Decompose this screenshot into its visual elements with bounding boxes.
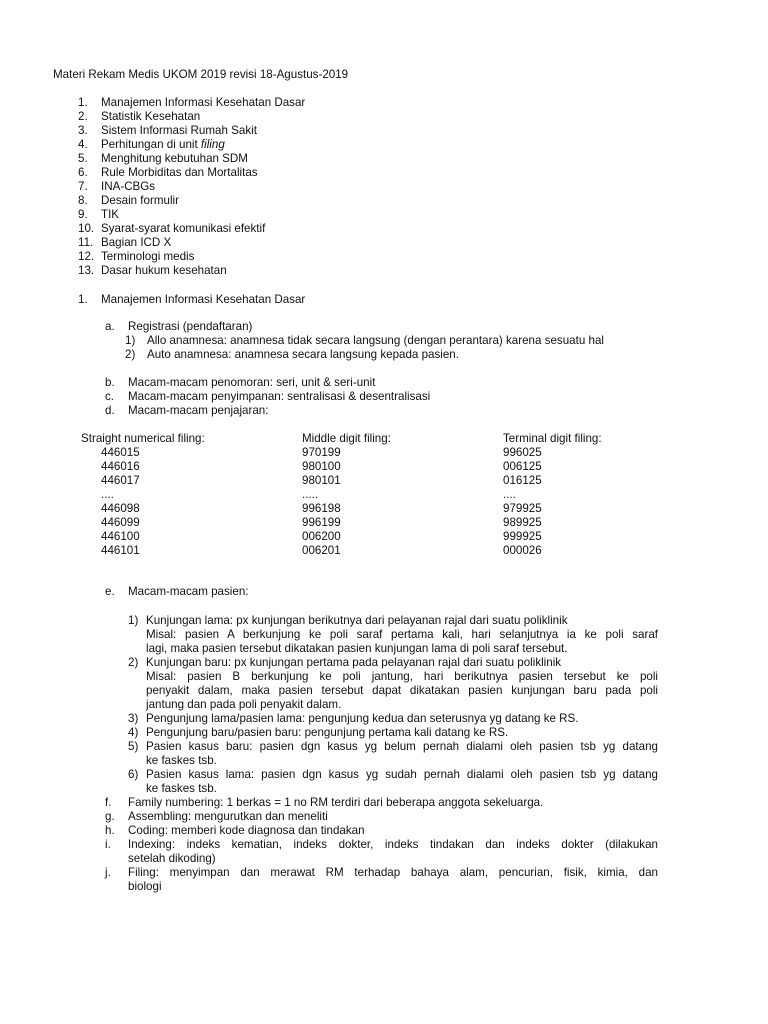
item-e-text: Macam-macam pasien: bbox=[128, 585, 249, 598]
toc-item: Sistem Informasi Rumah Sakit bbox=[101, 124, 257, 137]
subitem-paragraph bbox=[146, 768, 658, 796]
paragraph-line: lagi, maka pasien tersebut dikatakan pasien kunjungan lama di poli saraf tersebut. bbox=[146, 642, 568, 655]
table-cell: ..... bbox=[302, 488, 319, 501]
subitem-number: 1) bbox=[125, 334, 136, 347]
toc-number: 11. bbox=[78, 236, 94, 249]
toc-item: Rule Morbiditas dan Mortalitas bbox=[101, 166, 258, 179]
toc-number: 4. bbox=[78, 138, 88, 151]
item-letter-d: d. bbox=[105, 404, 115, 417]
item-i-paragraph bbox=[128, 838, 658, 866]
item-letter-b: b. bbox=[105, 376, 115, 389]
table-cell: 980100 bbox=[302, 460, 341, 473]
toc-item: Perhitungan di unit filing bbox=[101, 138, 225, 151]
toc-number: 12. bbox=[78, 250, 95, 263]
paragraph-line: ke faskes tsb. bbox=[146, 782, 217, 795]
table-cell: 446100 bbox=[101, 530, 140, 543]
table-cell: 979925 bbox=[503, 502, 542, 515]
table-cell: 446016 bbox=[101, 460, 140, 473]
toc-number: 2. bbox=[78, 110, 88, 123]
item-letter-i: i. bbox=[105, 838, 111, 851]
paragraph-line: Indexing: indeks kematian, indeks dokter, indeks tindakan dan indeks dokter (dilakukan bbox=[128, 838, 658, 851]
table-cell: 996025 bbox=[503, 446, 542, 459]
subitem-number: 3) bbox=[128, 712, 139, 725]
toc-number: 6. bbox=[78, 166, 88, 179]
paragraph-line: jantung dan pada poli penyakit dalam. bbox=[146, 698, 342, 711]
item-j-paragraph bbox=[128, 866, 658, 894]
table-cell: .... bbox=[503, 488, 516, 501]
toc-number: 1. bbox=[78, 96, 88, 109]
table-cell: 006200 bbox=[302, 530, 341, 543]
paragraph-line: setelah dikoding) bbox=[128, 852, 216, 865]
column-header: Straight numerical filing: bbox=[81, 432, 205, 445]
item-h-text: Coding: memberi kode diagnosa dan tindakan bbox=[128, 824, 365, 837]
subitem-text: Allo anamnesa: anamnesa tidak secara langsung (dengan perantara) karena sesuatu hal bbox=[147, 334, 604, 347]
toc-number: 13. bbox=[78, 264, 95, 277]
toc-item: Manajemen Informasi Kesehatan Dasar bbox=[101, 96, 306, 109]
table-cell: 996199 bbox=[302, 516, 341, 529]
table-cell: 446099 bbox=[101, 516, 140, 529]
subitem-number: 5) bbox=[128, 740, 139, 753]
subitem-number: 1) bbox=[128, 614, 139, 627]
column-header: Terminal digit filing: bbox=[503, 432, 602, 445]
item-d-text: Macam-macam penjajaran: bbox=[128, 404, 269, 417]
toc-number: 10. bbox=[78, 222, 95, 235]
toc-item: Statistik Kesehatan bbox=[101, 110, 201, 123]
toc-number: 9. bbox=[78, 208, 88, 221]
table-cell: 006201 bbox=[302, 544, 341, 557]
column-header: Middle digit filing: bbox=[302, 432, 391, 445]
toc-item-italic: filing bbox=[200, 138, 225, 151]
paragraph-line: Kunjungan lama: px kunjungan berikutnya dari pelayanan rajal dari suatu poliklinik bbox=[146, 614, 568, 627]
toc-item: TIK bbox=[101, 208, 120, 221]
table-cell: .... bbox=[101, 488, 114, 501]
table-cell: 016125 bbox=[503, 474, 542, 487]
paragraph-line: Pasien kasus baru: pasien dgn kasus yg belum pernah dialami oleh pasien tsb yg datang bbox=[146, 740, 658, 753]
subitem-text: Pengunjung baru/pasien baru: pengunjung pertama kali datang ke RS. bbox=[146, 726, 509, 739]
paragraph-line: Pasien kasus lama: pasien dgn kasus yg sudah pernah dialami oleh pasien tsb yg datang bbox=[146, 768, 658, 781]
table-cell: 999925 bbox=[503, 530, 542, 543]
toc-item: INA-CBGs bbox=[101, 180, 156, 193]
item-letter-h: h. bbox=[105, 824, 115, 837]
subitem-number: 2) bbox=[125, 348, 136, 361]
table-cell: 980101 bbox=[302, 474, 341, 487]
subitem-number: 2) bbox=[128, 656, 139, 669]
subitem-number: 6) bbox=[128, 768, 139, 781]
table-cell: 996198 bbox=[302, 502, 341, 515]
subitem-paragraph bbox=[146, 614, 658, 656]
toc-number: 3. bbox=[78, 124, 88, 137]
table-cell: 000026 bbox=[503, 544, 542, 557]
item-c-text: Macam-macam penyimpanan: sentralisasi & desentralisasi bbox=[128, 390, 431, 403]
item-letter-j: j. bbox=[105, 866, 111, 879]
paragraph-line: biologi bbox=[128, 880, 162, 893]
toc-number: 8. bbox=[78, 194, 88, 207]
subitem-paragraph bbox=[146, 656, 658, 712]
subitem-paragraph bbox=[146, 740, 658, 768]
table-cell: 989925 bbox=[503, 516, 542, 529]
item-letter-f: f. bbox=[105, 796, 112, 809]
toc-number: 7. bbox=[78, 180, 88, 193]
table-cell: 446098 bbox=[101, 502, 140, 515]
subitem-text: Pengunjung lama/pasien lama: pengunjung kedua dan seterusnya yg datang ke RS. bbox=[146, 712, 579, 725]
table-cell: 970199 bbox=[302, 446, 341, 459]
paragraph-line: Kunjungan baru: px kunjungan pertama pada pelayanan rajal dari suatu poliklinik bbox=[146, 656, 562, 669]
subitem-number: 4) bbox=[128, 726, 139, 739]
item-letter-g: g. bbox=[105, 810, 115, 823]
table-cell: 006125 bbox=[503, 460, 542, 473]
paragraph-line: penyakit dalam, maka pasien tersebut dapat dikatakan pasien kunjungan baru pada poli bbox=[146, 684, 658, 697]
toc-item: Menghitung kebutuhan SDM bbox=[101, 152, 248, 165]
item-a-text: Registrasi (pendaftaran) bbox=[128, 320, 253, 333]
paragraph-line: Misal: pasien A berkunjung ke poli saraf pertama kali, hari selanjutnya ia ke poli saraf bbox=[146, 628, 658, 641]
subitem-text: Auto anamnesa: anamnesa secara langsung kepada pasien. bbox=[147, 348, 459, 361]
section-number: 1. bbox=[78, 293, 88, 306]
toc-item: Terminologi medis bbox=[101, 250, 195, 263]
table-cell: 446017 bbox=[101, 474, 140, 487]
paragraph-line: Filing: menyimpan dan merawat RM terhadap bahaya alam, pencurian, fisik, kimia, dan bbox=[128, 866, 658, 879]
table-cell: 446101 bbox=[101, 544, 140, 557]
toc-number: 5. bbox=[78, 152, 88, 165]
toc-item: Bagian ICD X bbox=[101, 236, 172, 249]
paragraph-line: Misal: pasien B berkunjung ke poli jantung, hari berikutnya pasien tersebut ke poli bbox=[146, 670, 658, 683]
toc-item: Desain formulir bbox=[101, 194, 179, 207]
toc-item: Syarat-syarat komunikasi efektif bbox=[101, 222, 266, 235]
item-f-text: Family numbering: 1 berkas = 1 no RM terdiri dari beberapa anggota sekeluarga. bbox=[128, 796, 544, 809]
section-heading: Manajemen Informasi Kesehatan Dasar bbox=[101, 293, 306, 306]
toc-item: Dasar hukum kesehatan bbox=[101, 264, 227, 277]
paragraph-line: ke faskes tsb. bbox=[146, 754, 217, 767]
item-b-text: Macam-macam penomoran: seri, unit & seri-unit bbox=[128, 376, 376, 389]
item-g-text: Assembling: mengurutkan dan meneliti bbox=[128, 810, 328, 823]
table-cell: 446015 bbox=[101, 446, 140, 459]
item-letter-e: e. bbox=[105, 585, 115, 598]
item-letter-a: a. bbox=[105, 320, 115, 333]
document-title: Materi Rekam Medis UKOM 2019 revisi 18-Agustus-2019 bbox=[53, 68, 349, 81]
item-letter-c: c. bbox=[105, 390, 115, 403]
